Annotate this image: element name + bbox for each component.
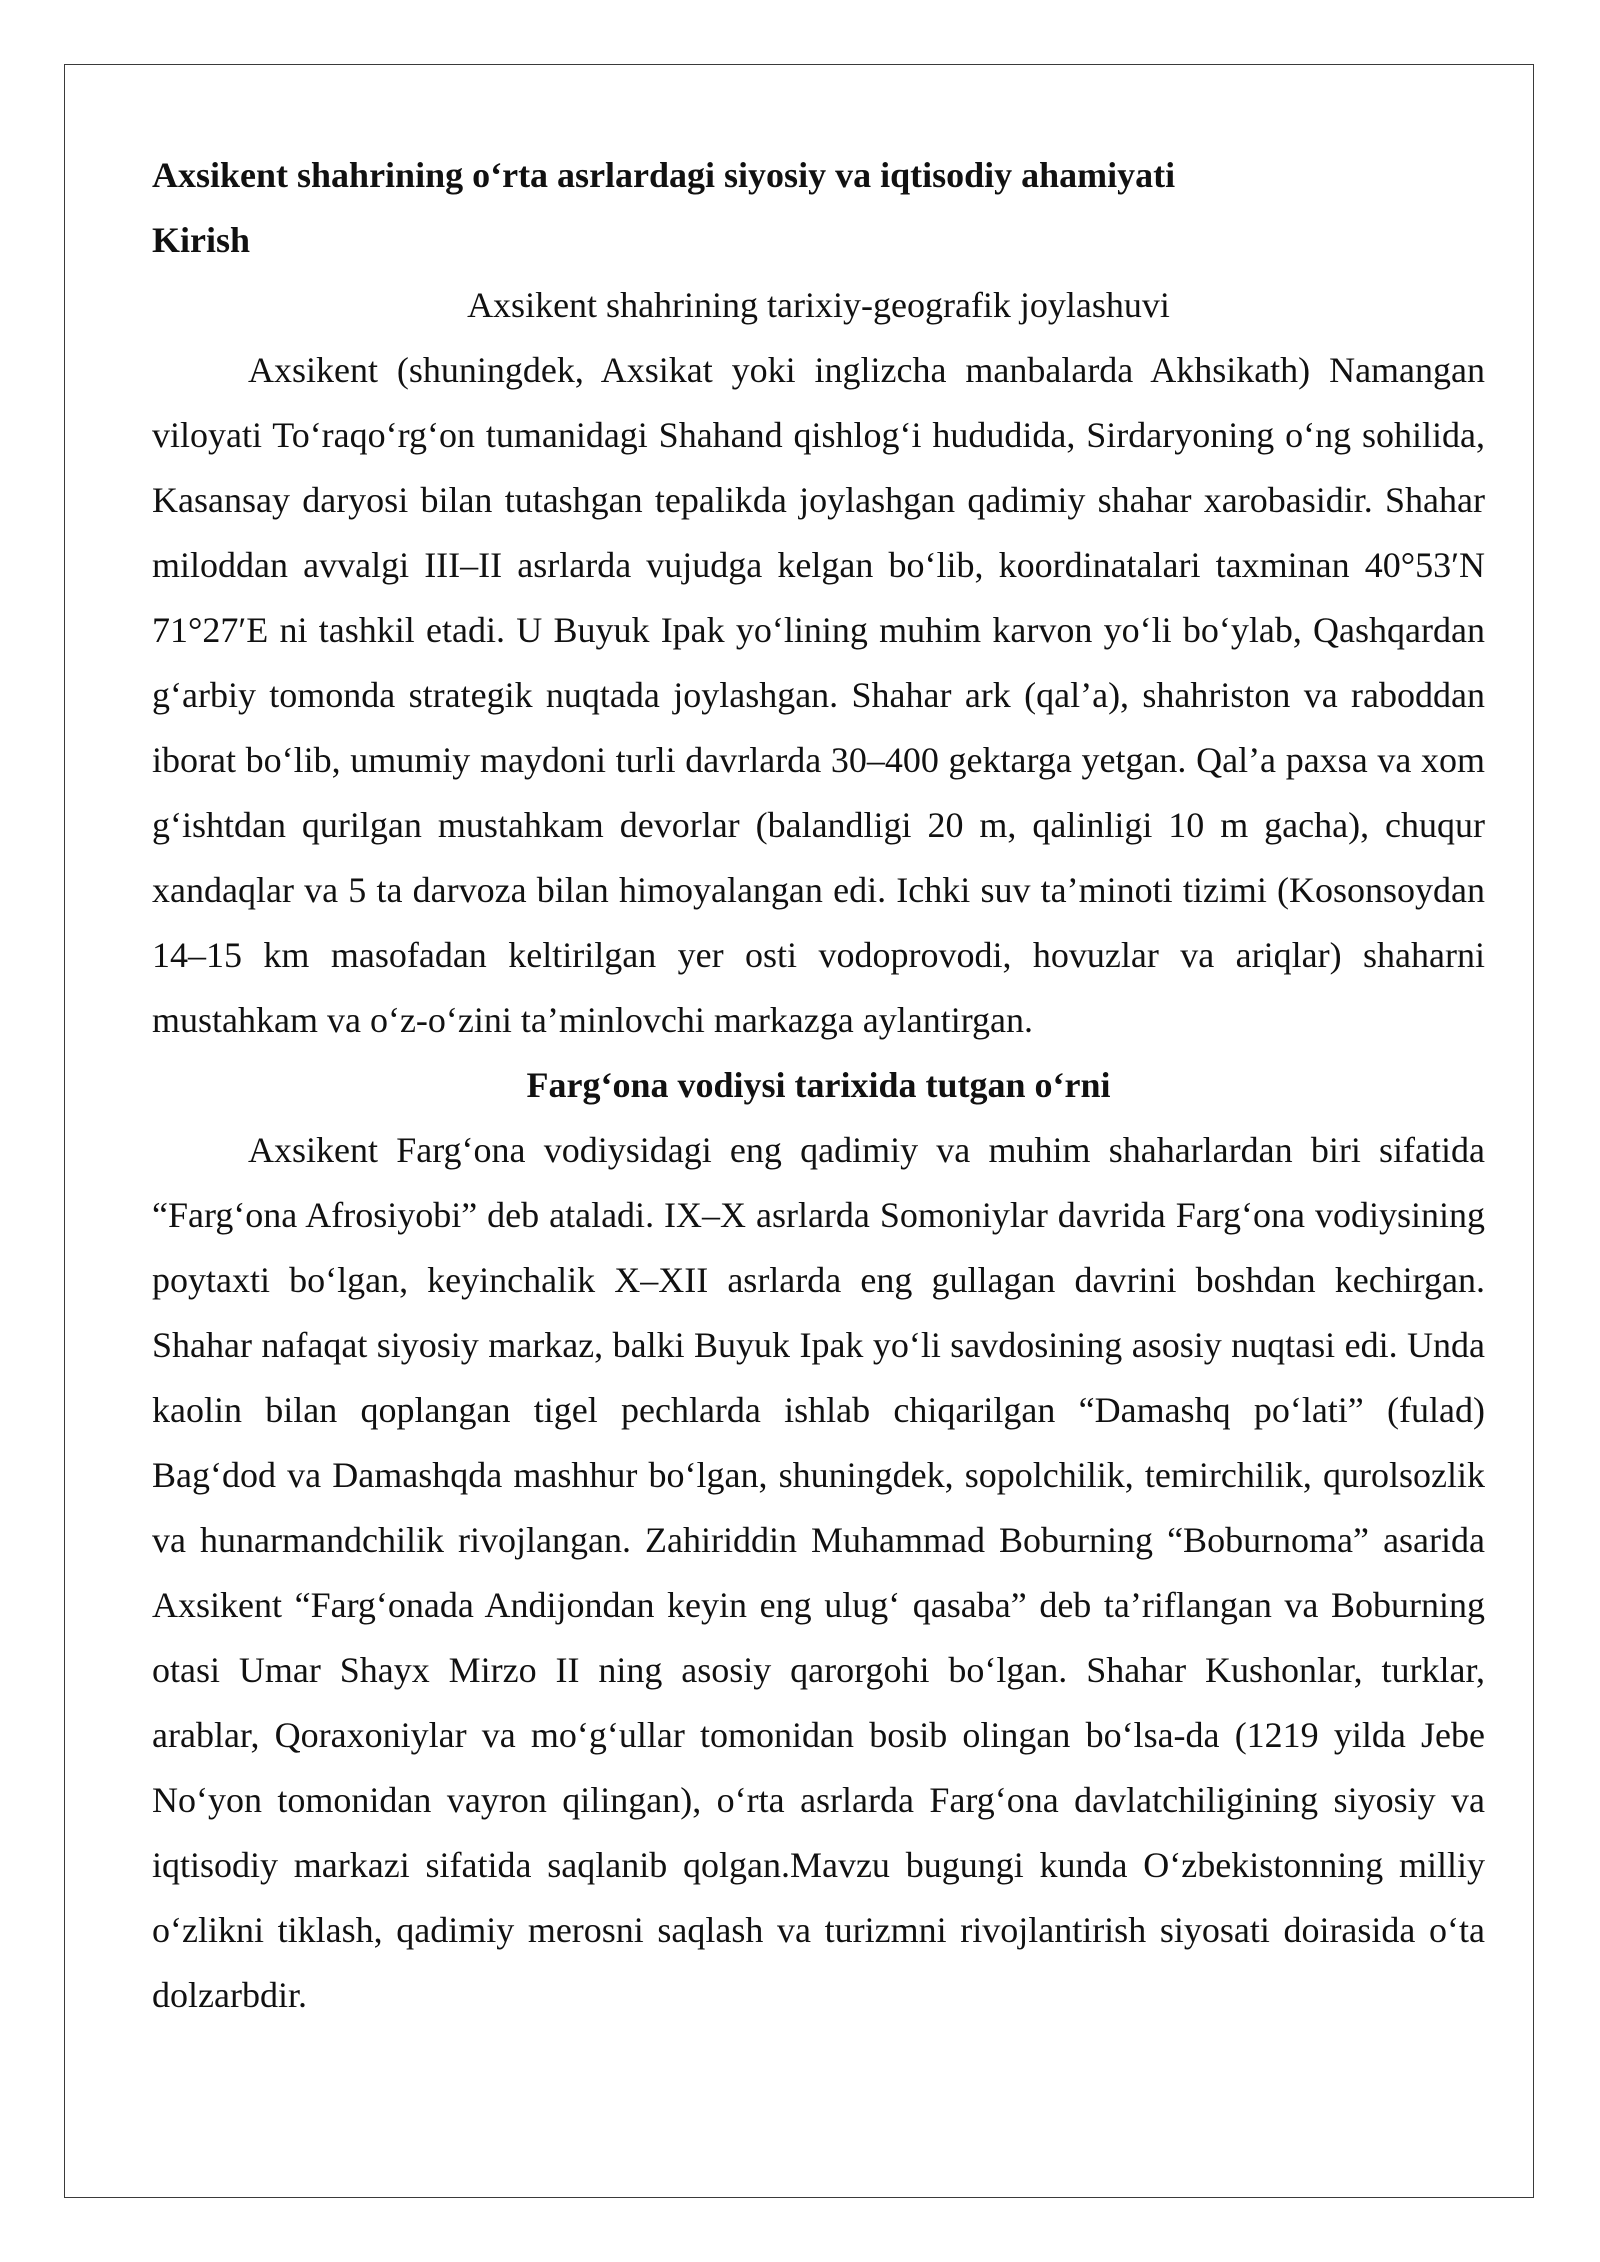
intro-heading: Kirish: [152, 220, 251, 260]
section-heading-geography: Axsikent shahrining tarixiy-geografik joylashuvi: [467, 285, 1170, 325]
section-heading-fergana: Farg‘ona vodiysi tarixida tutgan o‘rni: [526, 1065, 1111, 1105]
document-title: Axsikent shahrining o‘rta asrlardagi siyosiy va iqtisodiy ahamiyati: [152, 155, 1176, 195]
paragraph-fergana: Axsikent Farg‘ona vodiysidagi eng qadimiy va muhim shaharlardan biri sifatida “Farg‘ona Afrosiyobi” deb ataladi. IX–X asrlarda Somoniylar davrida Farg‘ona vodiysining poytaxti bo‘lgan, keyinchalik X–XII asrlarda eng gullagan davrini boshdan kechirgan. Shahar nafaqat siyosiy markaz, balki Buyuk Ipak yo‘li savdosining asosiy nuqtasi edi. Unda kaolin bilan qoplangan tigel pechlarda ishlab chiqarilgan “Damashq po‘lati” (fulad) Bag‘dod va Damashqda mashhur bo‘lgan, shuningdek, sopolchilik, temirchilik, qurolsozlik va hunarmandchilik rivojlangan. Zahiriddin Muhammad Boburning “Boburnoma” asarida Axsikent “Farg‘onada Andijondan keyin eng ulug‘ qasaba” deb ta’riflangan va Boburning otasi Umar Shayx Mirzo II ning asosiy qarorgohi bo‘lgan. Shahar Kushonlar, turklar, arablar, Qoraxoniylar va mo‘g‘ullar tomonidan bosib olingan bo‘lsa-da (1219 yilda Jebe No‘yon tomonidan vayron qilingan), o‘rta asrlarda Farg‘ona davlatchiligining siyosiy va iqtisodiy markazi sifatida saqlanib qolgan.Mavzu bugungi kunda O‘zbekistonning milliy o‘zlikni tiklash, qadimiy merosni saqlash va turizmni rivojlantirish siyosati doirasida o‘ta dolzarbdir.: [152, 1130, 1485, 2015]
document-body: [152, 143, 1485, 2028]
paragraph-geography: Axsikent (shuningdek, Axsikat yoki inglizcha manbalarda Akhsikath) Namangan viloyati To‘raqo‘rg‘on tumanidagi Shahand qishlog‘i hududida, Sirdaryoning o‘ng sohilida, Kasansay daryosi bilan tutashgan tepalikda joylashgan qadimiy shahar xarobasidir. Shahar miloddan avvalgi III–II asrlarda vujudga kelgan bo‘lib, koordinatalari taxminan 40°53′N 71°27′E ni tashkil etadi. U Buyuk Ipak yo‘lining muhim karvon yo‘li bo‘ylab, Qashqardan g‘arbiy tomonda strategik nuqtada joylashgan. Shahar ark (qal’a), shahriston va raboddan iborat bo‘lib, umumiy maydoni turli davrlarda 30–400 gektarga yetgan. Qal’a paxsa va xom g‘ishtdan qurilgan mustahkam devorlar (balandligi 20 m, qalinligi 10 m gacha), chuqur xandaqlar va 5 ta darvoza bilan himoyalangan edi. Ichki suv ta’minoti tizimi (Kosonsoydan 14–15 km masofadan keltirilgan yer osti vodoprovodi, hovuzlar va ariqlar) shaharni mustahkam va o‘z-o‘zini ta’minlovchi markazga aylantirgan.: [152, 350, 1485, 1040]
